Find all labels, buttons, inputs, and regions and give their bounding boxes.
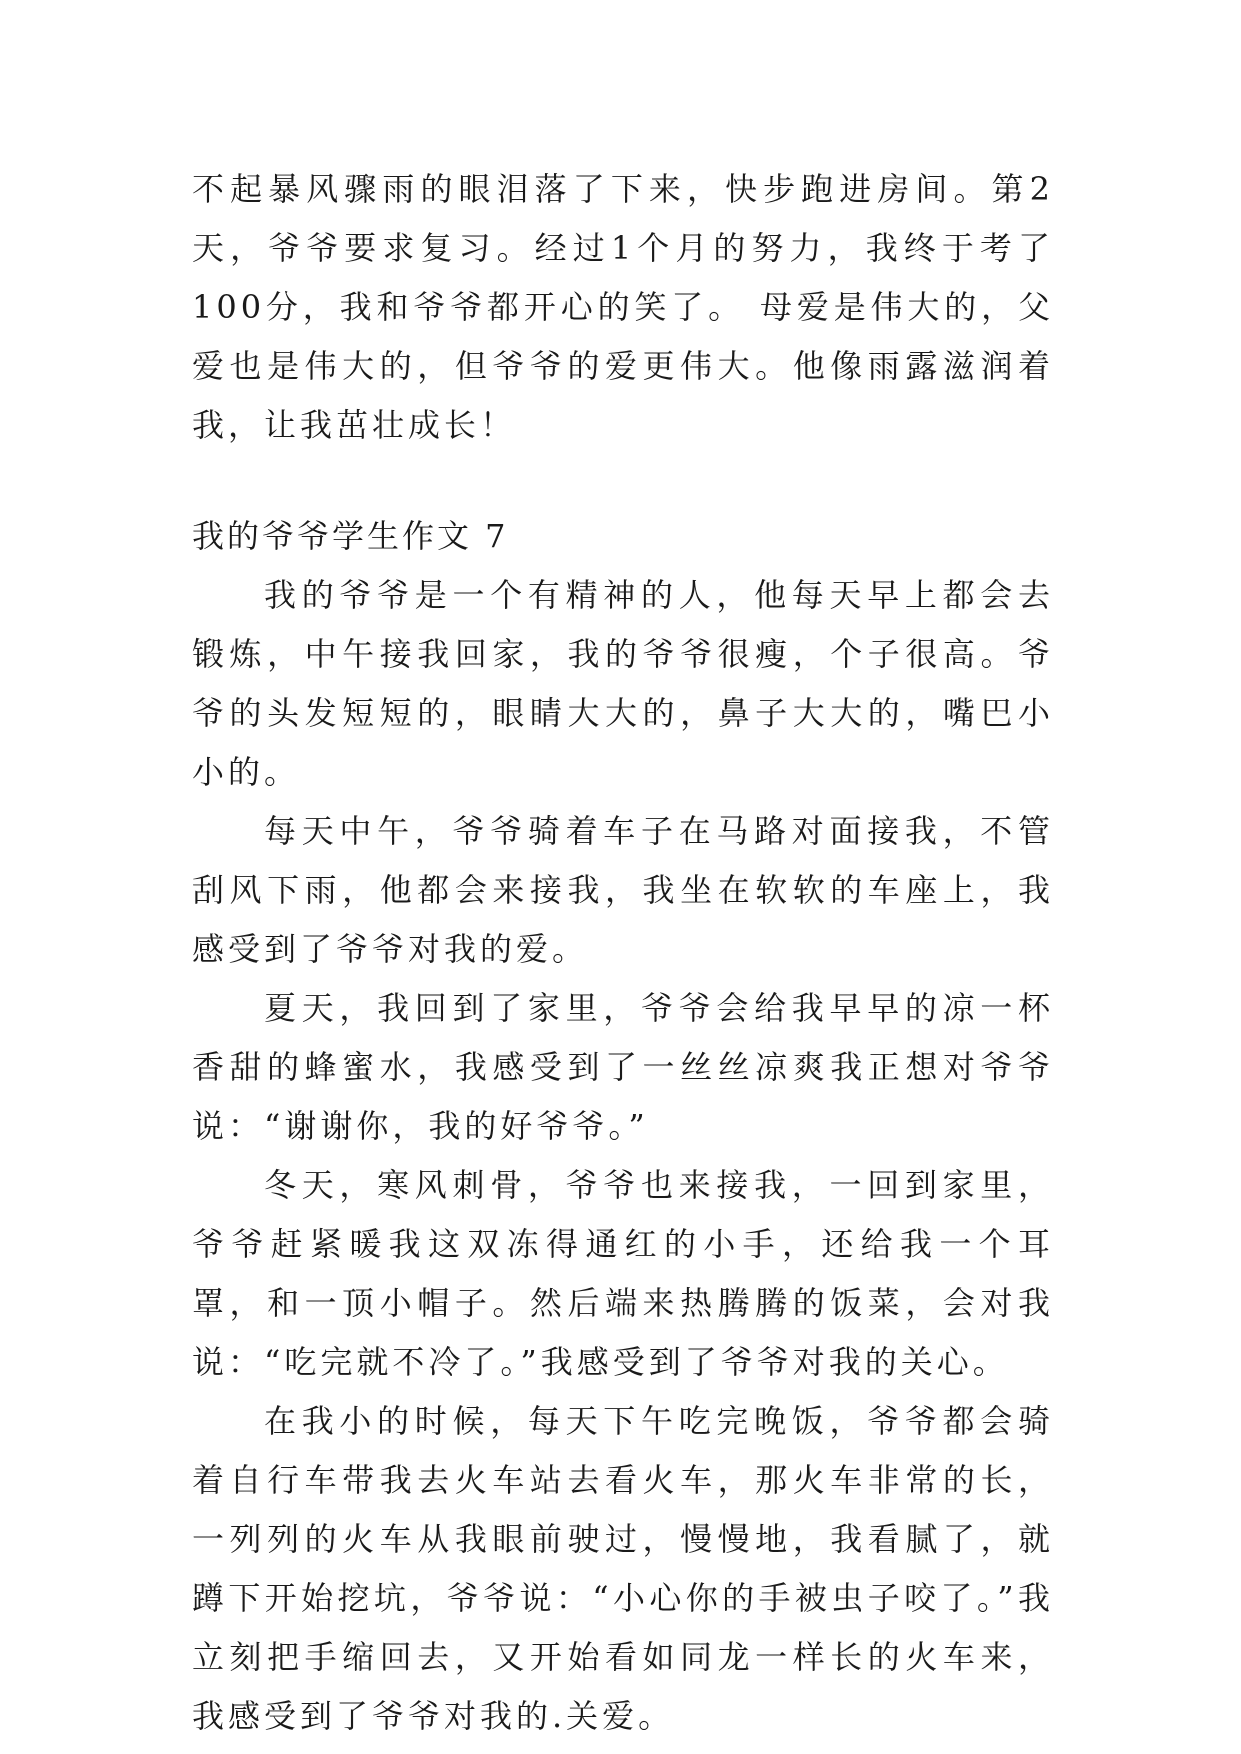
document-body (192, 160, 1054, 1746)
paragraph-1: 我的爷爷是一个有精神的人，他每天早上都会去锻炼，中午接我回家，我的爷爷很瘦，个子很高。爷爷的头发短短的，眼睛大大的，鼻子大大的，嘴巴小小的。 (192, 576, 1054, 791)
paragraph-5: 在我小的时候，每天下午吃完晚饭，爷爷都会骑着自行车带我去火车站去看火车，那火车非常的长，一列列的火车从我眼前驶过，慢慢地，我看腻了，就蹲下开始挖坑，爷爷说：“小心你的手被虫子咬了。”我立刻把手缩回去，又开始看如同龙一样长的火车来，我感受到了爷爷对我的.关爱。 (192, 1402, 1054, 1735)
paragraph-2: 每天中午，爷爷骑着车子在马路对面接我，不管刮风下雨，他都会来接我，我坐在软软的车座上，我感受到了爷爷对我的爱。 (192, 812, 1054, 968)
section-title: 我的爷爷学生作文 7 (192, 517, 509, 555)
paragraph-4: 冬天，寒风刺骨，爷爷也来接我，一回到家里，爷爷赶紧暖我这双冻得通红的小手，还给我一个耳罩，和一顶小帽子。然后端来热腾腾的饭菜，会对我说：“吃完就不冷了。”我感受到了爷爷对我的关心。 (192, 1166, 1054, 1381)
continuation-paragraph: 不起暴风骤雨的眼泪落了下来，快步跑进房间。第2天，爷爷要求复习。经过1个月的努力，我终于考了100分，我和爷爷都开心的笑了。 母爱是伟大的，父爱也是伟大的，但爷爷的爱更伟大。他像雨露滋润着我，让我茁壮成长！ (192, 170, 1054, 444)
paragraph-3: 夏天，我回到了家里，爷爷会给我早早的凉一杯香甜的蜂蜜水，我感受到了一丝丝凉爽我正想对爷爷说：“谢谢你，我的好爷爷。” (192, 989, 1054, 1145)
